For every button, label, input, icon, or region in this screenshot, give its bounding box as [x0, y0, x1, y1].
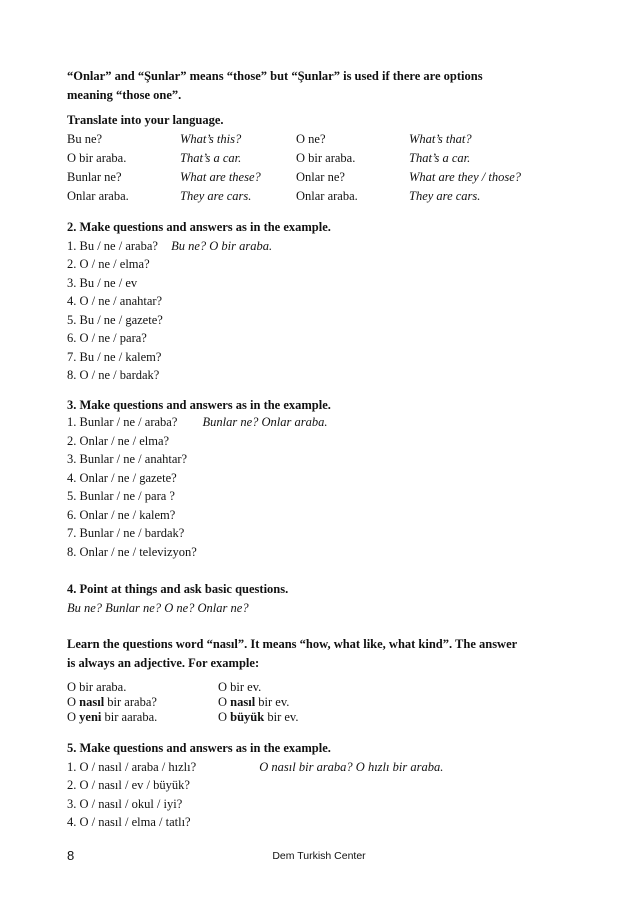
translate-cell: Onlar araba. — [296, 188, 358, 203]
nasil-right-cell: O büyük bir ev. — [218, 710, 299, 724]
example-answer: Bu ne? O bir araba. — [171, 238, 273, 253]
nasil-paragraph — [67, 635, 577, 672]
exercise-item: 4. Onlar / ne / gazete? — [67, 470, 177, 485]
translate-cell: That’s a car. — [409, 150, 471, 165]
exercise-5-example — [67, 758, 577, 777]
translate-row — [67, 187, 577, 206]
intro-paragraph — [67, 67, 577, 104]
exercise-item: 8. O / ne / bardak? — [67, 368, 160, 382]
translate-cell: Bu ne? — [67, 131, 103, 146]
exercise-item: 5. Bu / ne / gazete? — [67, 312, 163, 327]
nasil-example-row — [67, 680, 577, 695]
nasil-line-2: is always an adjective. For example: — [67, 655, 260, 670]
exercise-item: 7. Bu / ne / kalem? — [67, 349, 162, 364]
exercise-4-heading: 4. Point at things and ask basic questions. — [67, 582, 289, 596]
exercise-3-heading: 3. Make questions and answers as in the example. — [67, 398, 331, 412]
translate-cell: What are they / those? — [409, 169, 522, 184]
translate-cell: O bir araba. — [67, 150, 127, 165]
nasil-line-1: Learn the questions word “nasıl”. It means “how, what like, what kind”. The answer — [67, 637, 518, 651]
exercise-3 — [67, 398, 577, 561]
nasil-left-cell: O nasıl bir araba? — [67, 695, 157, 709]
example-answer: O nasıl bir araba? O hızlı bir araba. — [259, 759, 444, 774]
exercise-item: 8. Onlar / ne / televizyon? — [67, 544, 197, 559]
exercise-5-heading: 5. Make questions and answers as in the example. — [67, 741, 331, 755]
exercise-2-example — [67, 237, 577, 256]
exercise-item: 2. Onlar / ne / elma? — [67, 433, 170, 448]
translate-cell: O bir araba. — [296, 150, 356, 165]
translate-table — [67, 130, 577, 206]
exercise-item: 6. O / ne / para? — [67, 331, 147, 345]
exercise-4 — [67, 580, 577, 617]
translate-cell: Bunlar ne? — [67, 169, 122, 184]
intro-line-1: “Onlar” and “Şunlar” means “those” but “Şunlar” is used if there are options — [67, 69, 483, 83]
translate-section — [67, 111, 577, 206]
example-prompt: 1. Bunlar / ne / araba? — [67, 415, 178, 429]
translate-heading: Translate into your language. — [67, 113, 224, 127]
exercise-item: 4. O / nasıl / elma / tatlı? — [67, 815, 191, 829]
translate-row — [67, 130, 577, 149]
exercise-item: 3. Bu / ne / ev — [67, 275, 138, 290]
translate-cell: What’s this? — [180, 131, 242, 146]
nasil-examples — [67, 680, 577, 725]
example-answer: Bunlar ne? Onlar araba. — [202, 415, 328, 429]
exercise-4-line: Bu ne? Bunlar ne? O ne? Onlar ne? — [67, 600, 249, 615]
translate-cell: They are cars. — [409, 188, 481, 203]
exercise-item: 7. Bunlar / ne / bardak? — [67, 526, 185, 540]
translate-row — [67, 168, 577, 187]
exercise-item: 4. O / ne / anahtar? — [67, 294, 163, 308]
example-prompt: 1. Bu / ne / araba? — [67, 238, 158, 253]
exercise-item: 5. Bunlar / ne / para ? — [67, 489, 175, 503]
nasil-example-row — [67, 710, 577, 725]
translate-cell: O ne? — [296, 131, 326, 146]
exercise-item: 6. Onlar / ne / kalem? — [67, 507, 176, 522]
exercise-2-heading: 2. Make questions and answers as in the example. — [67, 220, 331, 234]
translate-cell: Onlar ne? — [296, 169, 345, 184]
exercise-item: 2. O / ne / elma? — [67, 257, 150, 271]
translate-cell: That’s a car. — [180, 150, 242, 165]
exercise-3-example — [67, 413, 577, 432]
example-prompt: 1. O / nasıl / araba / hızlı? — [67, 759, 197, 774]
exercise-item: 3. O / nasıl / okul / iyi? — [67, 796, 183, 811]
exercise-5 — [67, 739, 577, 832]
translate-row — [67, 149, 577, 168]
nasil-right-cell: O nasıl bir ev. — [218, 695, 290, 709]
exercise-item: 2. O / nasıl / ev / büyük? — [67, 778, 190, 792]
translate-cell: What’s that? — [409, 131, 472, 146]
page-number: 8 — [67, 848, 75, 863]
exercise-item: 3. Bunlar / ne / anahtar? — [67, 452, 188, 466]
nasil-left-cell: O yeni bir aaraba. — [67, 710, 158, 724]
intro-line-2: meaning “those one”. — [67, 87, 182, 102]
translate-cell: They are cars. — [180, 188, 252, 203]
translate-cell: Onlar araba. — [67, 188, 129, 203]
nasil-left-cell: O bir araba. — [67, 680, 127, 694]
translate-cell: What are these? — [180, 169, 261, 184]
footer-text: Dem Turkish Center — [272, 850, 366, 862]
exercise-2 — [67, 218, 577, 385]
nasil-example-row — [67, 695, 577, 710]
nasil-right-cell: O bir ev. — [218, 680, 262, 694]
